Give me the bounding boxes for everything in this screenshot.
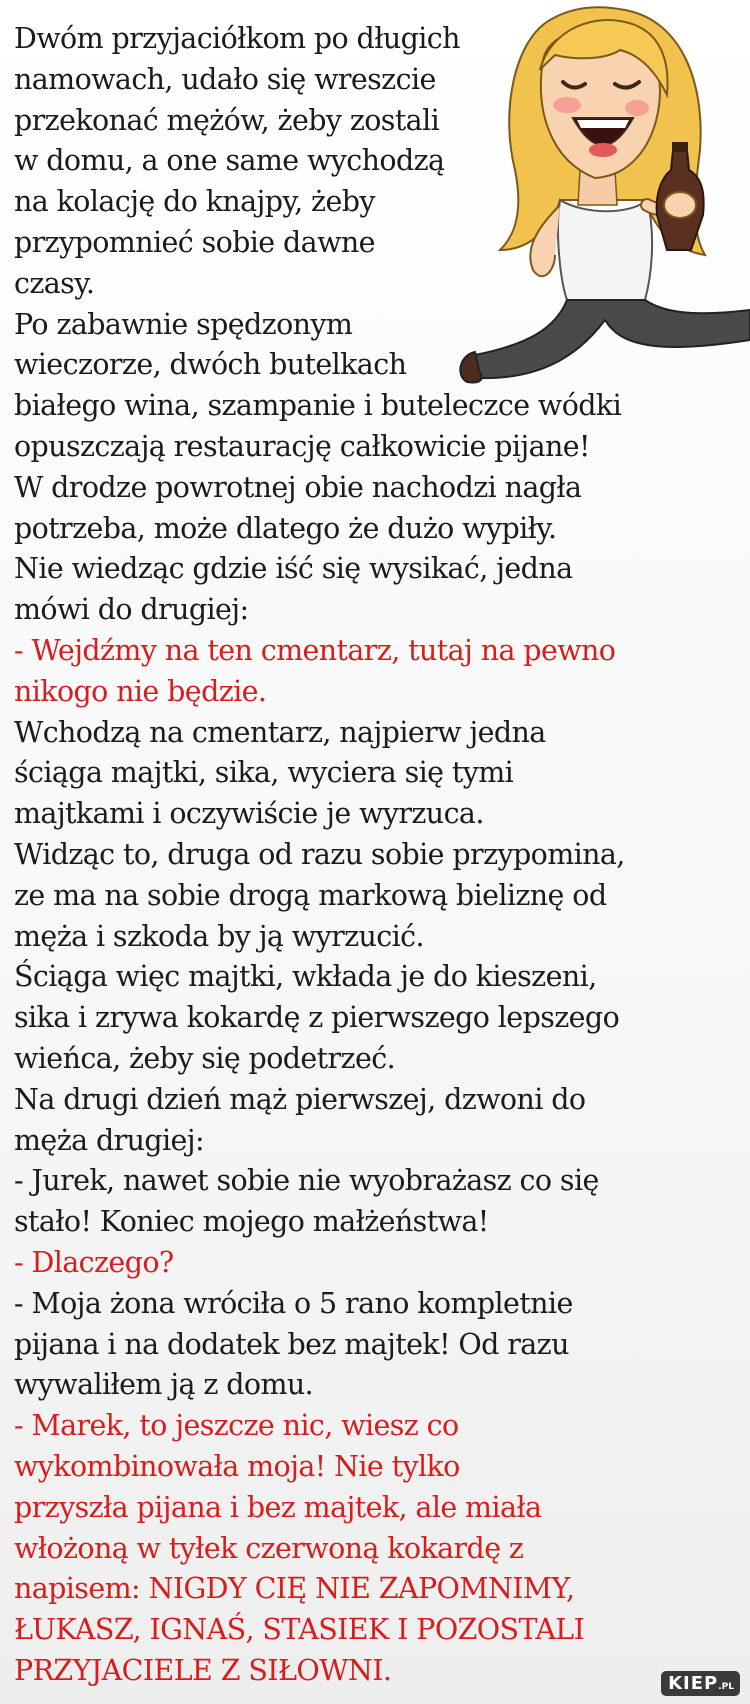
story-line: wykombinowała moja! Nie tylko bbox=[14, 1450, 460, 1483]
story-line: czasy. bbox=[14, 266, 95, 300]
story-line: białego wina, szampanie i buteleczce wódki bbox=[14, 389, 622, 423]
story-line: W drodze powrotnej obie nachodzi nagła bbox=[14, 470, 582, 504]
story-line: - Jurek, nawet sobie nie wyobrażasz co się bbox=[14, 1164, 599, 1198]
story-line: opuszczają restaurację całkowicie pijane! bbox=[14, 430, 590, 463]
story-line: męża drugiej: bbox=[14, 1123, 205, 1157]
story-line: potrzeba, może dlatego że dużo wypiły. bbox=[14, 511, 557, 545]
story-line: ŁUKASZ, IGNAŚ, STASIEK I POZOSTALI bbox=[14, 1613, 585, 1647]
story-line: nikogo nie będzie. bbox=[14, 674, 267, 708]
story-line: na kolację do knajpy, żeby bbox=[14, 185, 375, 219]
story-line: ze ma na sobie drogą markową bieliznę od bbox=[14, 878, 607, 912]
story-line: majtkami i oczywiście je wyrzuca. bbox=[14, 797, 484, 831]
story-line: męża i szkoda by ją wyrzucić. bbox=[14, 919, 424, 953]
story-line: ściąga majtki, sika, wyciera się tymi bbox=[14, 756, 514, 790]
story-line: sika i zrywa kokardę z pierwszego lepszego bbox=[14, 1001, 620, 1035]
story-line: przyszła pijana i bez majtek, ale miała bbox=[14, 1490, 542, 1524]
story-line: w domu, a one same wychodzą bbox=[14, 144, 445, 178]
story-line: Po zabawnie spędzonym bbox=[14, 307, 353, 341]
story-line: Wchodzą na cmentarz, najpierw jedna bbox=[14, 715, 546, 749]
story-line: Dwóm przyjaciółkom po długich bbox=[14, 22, 460, 55]
story-line: PRZYJACIELE Z SIŁOWNI. bbox=[14, 1654, 392, 1687]
story-line: - Dlaczego? bbox=[14, 1246, 174, 1279]
story-line: - Wejdźmy na ten cmentarz, tutaj na pewno bbox=[14, 634, 616, 667]
story-line: włożoną w tyłek czerwoną kokardę z bbox=[14, 1531, 524, 1565]
story-line: stało! Koniec mojego małżeństwa! bbox=[14, 1205, 489, 1239]
story-line: Na drugi dzień mąż pierwszej, dzwoni do bbox=[14, 1082, 586, 1116]
story-line: przypomnieć sobie dawne bbox=[14, 226, 375, 259]
story-line: Ściąga więc majtki, wkłada je do kieszeni, bbox=[14, 960, 597, 994]
story-line: pijana i na dodatek bez majtek! Od razu bbox=[14, 1327, 569, 1361]
watermark-text: KIEP bbox=[668, 1673, 719, 1694]
story-line: - Marek, to jeszcze nic, wiesz co bbox=[14, 1409, 459, 1443]
story-line: namowach, udało się wreszcie bbox=[14, 62, 436, 96]
story-line: napisem: NIGDY CIĘ NIE ZAPOMNIMY, bbox=[14, 1572, 575, 1606]
story-line: Widząc to, druga od razu sobie przypomina, bbox=[14, 838, 625, 871]
story-line: wywaliłem ją z domu. bbox=[14, 1368, 314, 1402]
story-line: wieczorze, dwóch butelkach bbox=[14, 348, 407, 382]
story-line: mówi do drugiej: bbox=[14, 593, 249, 627]
watermark-suffix: .PL bbox=[718, 1682, 734, 1692]
story-line: wieńca, żeby się podetrzeć. bbox=[14, 1042, 396, 1075]
story-line: przekonać mężów, żeby zostali bbox=[14, 103, 440, 137]
story-line: - Moja żona wróciła o 5 rano kompletnie bbox=[14, 1286, 573, 1320]
laughing-woman-with-bottle-icon bbox=[455, 0, 750, 405]
story-line: Nie wiedząc gdzie iść się wysikać, jedna bbox=[14, 552, 573, 586]
site-watermark bbox=[661, 1671, 740, 1696]
